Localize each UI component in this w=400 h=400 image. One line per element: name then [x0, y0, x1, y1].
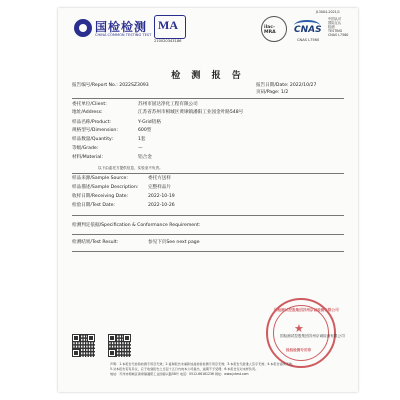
accreditation-line-4: TESTING [328, 29, 343, 33]
qr-code-icon [108, 334, 131, 357]
report-number [72, 83, 149, 89]
page-label: 页码/Page: [256, 90, 280, 95]
report-date-value: 2022/10/27 [289, 83, 317, 88]
cnas-number: CNAS L7560 [297, 38, 320, 42]
field-value: 1套 [138, 137, 146, 142]
field-row [72, 146, 98, 152]
official-stamp [266, 298, 339, 368]
divider [72, 98, 344, 99]
field-label: 委托单位/Client: [72, 102, 107, 107]
cnas-mark: CNAS [294, 25, 322, 35]
sample-field-label: 样品来源/Sample Source: [72, 176, 128, 181]
field-row [72, 110, 103, 116]
sample-field-value: 2022-10-26 [148, 203, 175, 208]
ilac-mra-icon [261, 16, 287, 42]
accreditation-line-5: CNAS L7560 [328, 33, 349, 37]
field-value: 铝合金 [138, 155, 152, 160]
result-value: 参见下页See next page [148, 240, 200, 245]
field-row [72, 120, 111, 126]
org-logo-text: 国检检测 [95, 20, 148, 34]
ma-number: 210020343186 [154, 39, 182, 43]
divider [72, 173, 344, 174]
accreditation-line-1: 中国认可 [328, 17, 342, 21]
qr-code-icon [72, 334, 95, 357]
report-page-number [256, 90, 288, 96]
stamp-star-icon: ★ [294, 322, 304, 335]
cma-seal-icon [154, 15, 186, 39]
result-label: 检测结果/Test Result: [72, 240, 119, 245]
field-label: 材料/Material: [72, 155, 103, 160]
field-row [72, 128, 118, 134]
report-number-value: 2022SZ3093 [119, 83, 149, 88]
divider [72, 234, 344, 235]
sample-field-label: 样品描述/Sample Description: [72, 185, 139, 190]
field-row [72, 155, 103, 161]
page-value: 1/2 [280, 90, 289, 95]
field-label: 样品名称/Product: [72, 120, 111, 125]
field-label: 规格型号/Dimension: [72, 128, 118, 133]
divider [72, 215, 344, 216]
field-row [72, 102, 107, 108]
stamp-bottom-text: 检验检测专用章 [286, 348, 312, 352]
page-title: 检 测 报 告 [171, 71, 245, 81]
footer-line: 5.对本报告若有异议，应于收到报告之日起十五日内向本公司提出，逾期不予受理；6.本报告仅对来样负责。 [110, 367, 259, 371]
sample-field-value: 2022-10-19 [148, 194, 175, 199]
org-logo-subtitle: CHINA COMMON TESTING TEST [95, 33, 152, 37]
remark-text: 以下由委托方提供信息，实验室不负责。 [98, 166, 163, 170]
sample-field-label: 收样日期/Receiving Date: [72, 194, 129, 199]
ma-mark: MA [158, 18, 178, 32]
accreditation-line-3: 检测 [328, 25, 335, 29]
sample-field-value: 委托方送样 [148, 176, 171, 181]
footer-line: 地址：苏州市相城区黄埭镇潘阳工业园春兴路58号 电话：0512-66161236 网址：www.jctest.com [110, 372, 249, 376]
ilac-mark: ilac-MRA [264, 25, 276, 35]
stamp-text: 国检测试控股集团苏州京诚检测有限公司 [274, 308, 339, 312]
field-label: 样品数量/Quantity: [72, 137, 113, 142]
sample-field-value: 完整样品片 [148, 185, 171, 190]
footer-line: 声明：1.本报告无检验检测专用章无效；2.复制报告未重新加盖检验检测专用章无效；3.本报告无批准人签字无效；4.本报告涂改无效。 [110, 362, 296, 366]
report-date-label: 报告日期/Date: [256, 83, 289, 88]
sample-field-label: 检验日期/Test Date: [72, 203, 115, 208]
field-value: — [138, 146, 143, 151]
field-value: 苏州市固达净化工程有限公司 [138, 102, 198, 107]
divider [72, 251, 344, 252]
accreditation-line-2: 国际互认 [328, 21, 342, 25]
report-page [58, 8, 358, 392]
spec-label: 检测判定依据/Specification & Conformance Requirement: [72, 223, 201, 228]
footer-company: 国检测试控股集团苏州京诚检测有限公司 [280, 334, 345, 338]
ctc-logo-icon [74, 19, 92, 37]
field-label: 等级/Grade: [72, 146, 99, 151]
field-label: 地址/Address: [72, 110, 103, 115]
field-row [72, 137, 113, 143]
report-number-label: 报告编号/Report No.: [72, 83, 118, 88]
field-value: 江苏省苏州市相城区黄埭镇潘阳工业园金叶路548号 [138, 110, 244, 115]
report-date [256, 83, 316, 89]
field-value: Y-Grid铝格 [138, 120, 161, 125]
field-value: 600型 [138, 128, 152, 133]
document-code: JL3004-2021/1 [316, 10, 340, 14]
